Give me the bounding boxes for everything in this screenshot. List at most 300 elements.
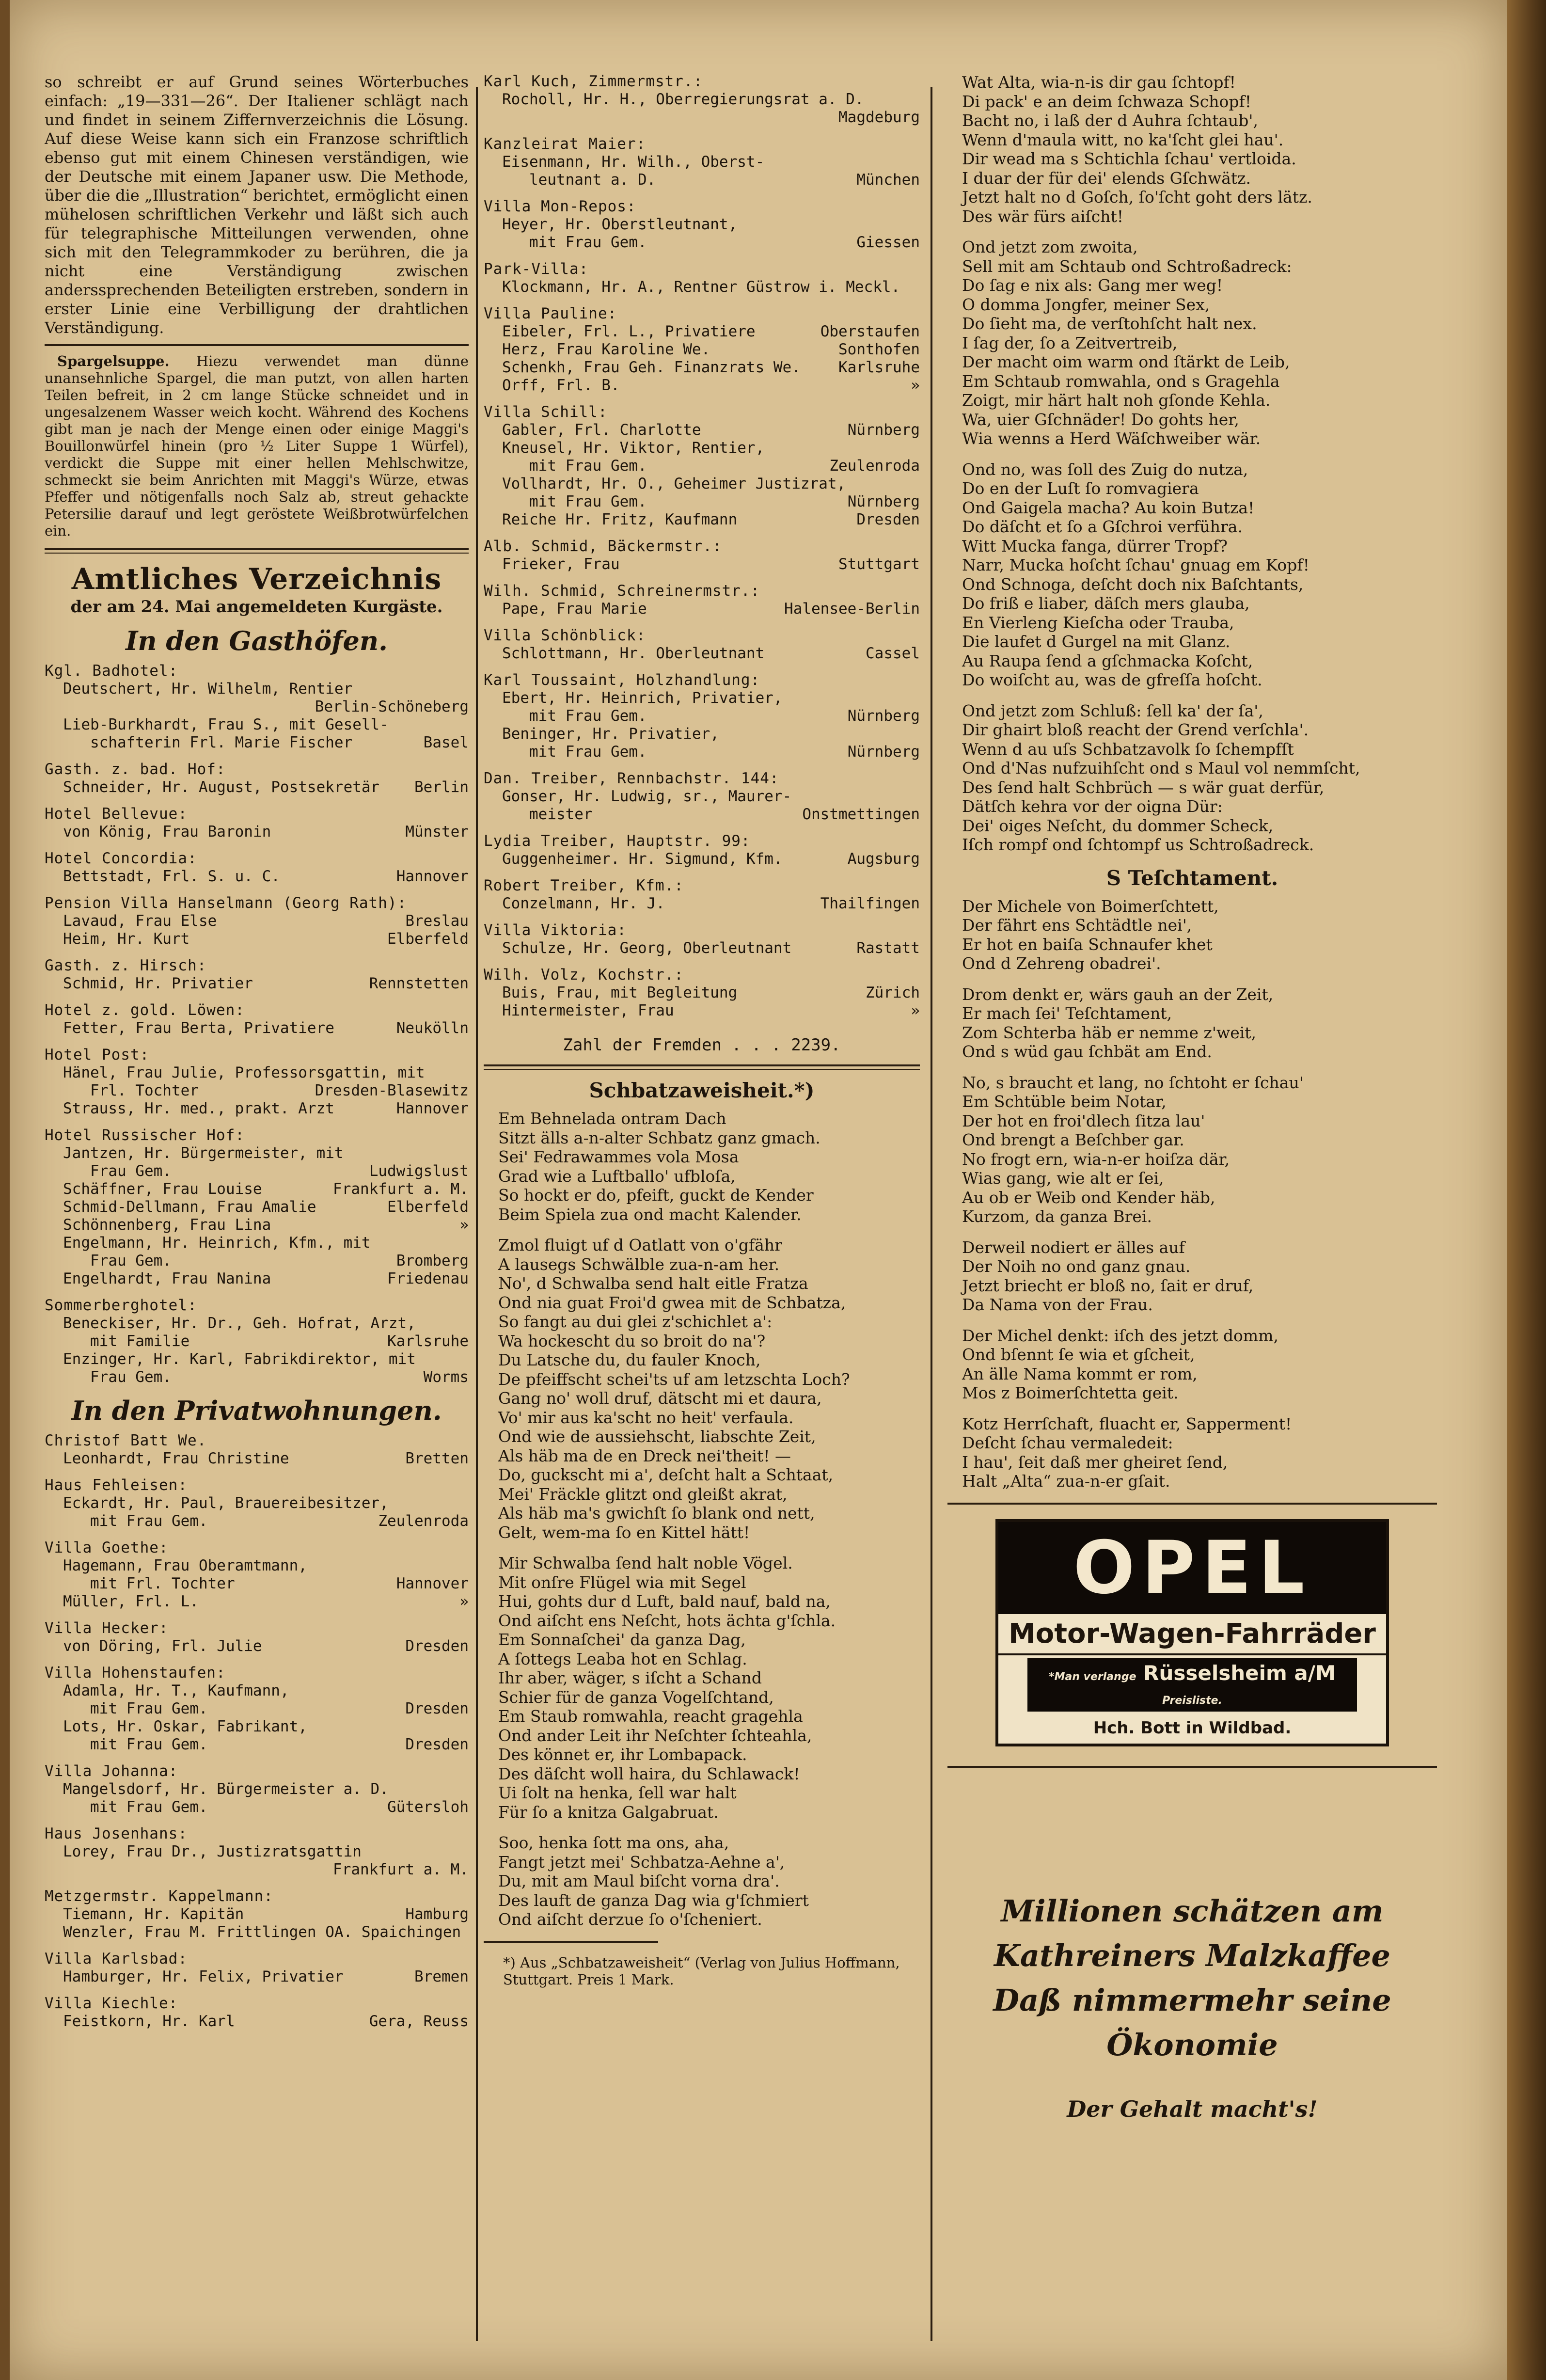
guest-row	[484, 743, 920, 761]
lodging-entry	[484, 832, 920, 868]
lodging-name: Hotel Bellevue:	[45, 805, 188, 823]
recipe-article	[45, 353, 469, 539]
verse-line: Wa hockescht du so broit do na'?	[498, 1331, 766, 1350]
lodging-name: Karl Toussaint, Holzhandlung:	[484, 671, 760, 689]
guest-name: Frieker, Frau	[502, 555, 620, 573]
guest-hometown: Dresden	[405, 1736, 469, 1753]
verse-line: O domma Jongfer, meiner Sex,	[962, 295, 1210, 314]
guest-row	[484, 323, 920, 341]
guest-hometown: Augsburg	[847, 850, 920, 868]
lodging-entry	[45, 1950, 469, 1986]
guest-name: schafterin Frl. Marie Fischer	[63, 734, 353, 751]
guest-name: Lorey, Frau Dr., Justizratsgattin	[63, 1843, 362, 1860]
guest-row	[484, 895, 920, 913]
verse-line: Ond s wüd gau ſchbät am End.	[962, 1042, 1212, 1061]
verse-line: Sitzt älls a-n-alter Schbatz ganz gmach.	[498, 1128, 820, 1147]
guest-name: Beneckiser, Hr. Dr., Geh. Hofrat, Arzt,	[63, 1315, 416, 1332]
lodging-entry	[484, 538, 920, 573]
guest-hometown: Nürnberg	[847, 707, 920, 725]
stanza	[498, 1833, 920, 1929]
lodging-entry	[45, 1297, 469, 1386]
guest-name: mit Frau Gem.	[502, 493, 647, 510]
guest-name: Schmid, Hr. Privatier	[63, 975, 253, 992]
lodging-name: Villa Schönblick:	[484, 627, 646, 644]
guest-row	[45, 1575, 469, 1593]
column-2	[484, 73, 920, 1988]
lodging-name: Gasth. z. bad. Hof:	[45, 761, 226, 778]
poem-footnote: *) Aus „Schbatzaweisheit“ (Verlag von Julius Hoffmann, Stuttgart. Preis 1 Mark.	[503, 1954, 900, 1988]
lodging-name: Wilh. Schmid, Schreinermstr.:	[484, 582, 760, 600]
verse-line: Zoigt, mir härt halt noh gſonde Kehla.	[962, 391, 1271, 410]
verse-line: Ond jetzt zom Schluß: ſell ka' der ſa',	[962, 701, 1263, 720]
guest-name: Herz, Frau Karoline We.	[502, 341, 710, 358]
private-section-title: In den Privatwohnungen.	[71, 1395, 442, 1426]
verse-line: Zom Schterba häb er nemme z'weit,	[962, 1023, 1257, 1042]
guest-row	[45, 680, 469, 698]
guest-hometown: Ludwigslust	[369, 1162, 469, 1180]
lodging-entry	[484, 921, 920, 957]
malz-line-1: Millionen schätzen am	[1001, 1893, 1384, 1929]
guest-name: mit Frau Gem.	[63, 1736, 208, 1753]
guest-hometown: Rennstetten	[369, 975, 469, 992]
verse-line: Die laufet d Gurgel na mit Glanz.	[962, 632, 1230, 651]
recipe-heading: Spargelsuppe.	[57, 353, 170, 369]
verse-line: Ihr aber, wäger, s iſcht a Schand	[498, 1668, 762, 1687]
guest-hometown: Basel	[423, 734, 469, 751]
lodging-entry	[45, 1995, 469, 2031]
guest-hometown: Hamburg	[405, 1905, 469, 1923]
verse-line: Der fährt ens Schtädtle nei',	[962, 916, 1192, 935]
lodging-entry	[45, 1476, 469, 1530]
guest-row	[484, 707, 920, 725]
guest-hometown: Bretten	[405, 1450, 469, 1467]
column-3	[947, 73, 1437, 2131]
guest-hometown: Sonthofen	[838, 341, 920, 358]
verse-line: Ond aiſcht derzue ſo o'ſcheniert.	[498, 1910, 762, 1929]
verse-line: Ond bſennt ſe wia et gſcheit,	[962, 1345, 1195, 1364]
guest-name: Schneider, Hr. August, Postsekretär	[63, 778, 380, 796]
stanza	[962, 897, 1437, 973]
article-continuation: so schreibt er auf Grund seines Wörterbuches einfach: „19—331—26“. Der Italiener schlägt nach und findet in seinem Ziffernverzeichnis die Lösung. Auf diese Weise kann sich ein Franzose schriftlich ebenso gut mit einem Chinesen verständigen, wie der Deutsche mit einem Japaner usw. Die Methode, über die die „Illustration“ berichtet, ermöglicht einen mühelosen schriftlichen Verkehr und läßt sich auch für telegraphische Mitteilungen verwenden, ohne sich mit den Telegrammkoder zu berühren, die ja nicht eine Verständigung zwischen anderssprechenden Beteiligten erstreben, sondern in erster Linie eine Verbilligung der drahtlichen Verständigung.	[45, 73, 469, 337]
guest-hometown: Zeulenroda	[829, 457, 920, 475]
lodging-entry	[484, 135, 920, 189]
guest-row	[484, 278, 920, 296]
guest-row	[484, 645, 920, 663]
guest-row	[45, 1198, 469, 1216]
guest-row	[45, 1216, 469, 1234]
private-list	[45, 1432, 469, 2031]
guest-row	[484, 439, 920, 457]
guest-row	[484, 984, 920, 1002]
verse-line: Jetzt halt no d Goſch, ſo'ſcht goht ders lätz.	[962, 188, 1312, 206]
guest-hometown: Nürnberg	[847, 421, 920, 439]
guest-name: Rocholl, Hr. H., Oberregierungsrat a. D.	[502, 91, 864, 108]
stanza	[962, 985, 1437, 1062]
lodging-name: Villa Pauline:	[484, 305, 617, 322]
guest-name: mit Frl. Tochter	[63, 1575, 235, 1592]
lodging-name: Haus Josenhans:	[45, 1825, 188, 1842]
guest-row	[484, 788, 920, 806]
stanza	[962, 73, 1437, 226]
guest-row	[484, 939, 920, 957]
lodging-entry	[484, 73, 920, 127]
lodging-entry	[45, 1001, 469, 1037]
lodging-name: Lydia Treiber, Hauptstr. 99:	[484, 832, 751, 850]
verse-line: Er mach ſei' Teſchtament,	[962, 1004, 1172, 1023]
verse-line: Vo' mir aus ka'scht no heit' verfaula.	[498, 1408, 794, 1427]
guest-row	[45, 823, 469, 841]
guest-row	[484, 475, 920, 493]
guest-name: Guggenheimer. Hr. Sigmund, Kfm.	[502, 850, 783, 868]
verse-line: So fangt au dui glei z'schichlet a':	[498, 1312, 773, 1331]
guest-name: Mangelsdorf, Hr. Bürgermeister a. D.	[63, 1780, 389, 1798]
guest-name: Lavaud, Frau Else	[63, 912, 217, 930]
guest-name: Pape, Frau Marie	[502, 600, 647, 618]
verse-line: Soo, henka ſott ma ons, aha,	[498, 1833, 729, 1852]
lodging-entry	[484, 403, 920, 529]
guest-name: Strauss, Hr. med., prakt. Arzt	[63, 1100, 334, 1117]
verse-line: Des wär fürs aiſcht!	[962, 206, 1123, 226]
verse-line: Fangt jetzt mei' Schbatza-Aehne a',	[498, 1852, 785, 1872]
guest-row	[45, 734, 469, 752]
verse-line: Du, mit am Maul biſcht vorna dra'.	[498, 1872, 780, 1890]
guest-hometown: Frankfurt a. M.	[333, 1861, 469, 1878]
poem-body	[484, 1109, 920, 1929]
lodging-entry	[45, 850, 469, 886]
guest-name: Fetter, Frau Berta, Privatiere	[63, 1019, 334, 1037]
verse-line: Witt Mucka fanga, dürrer Tropf?	[962, 536, 1228, 555]
lodging-entry	[484, 305, 920, 395]
guest-hometown: Bromberg	[396, 1252, 469, 1269]
verse-line: No', d Schwalba send halt eitle Fratza	[498, 1274, 808, 1293]
guest-name: mit Familie	[63, 1333, 190, 1350]
total-visitors: Zahl der Fremden . . . 2239.	[563, 1035, 841, 1055]
lodging-name: Hotel z. gold. Löwen:	[45, 1001, 245, 1019]
lodging-name: Sommerberghotel:	[45, 1297, 197, 1314]
stanza	[962, 1414, 1437, 1491]
verse-line: Der hot en froi'dlech ſitza lau'	[962, 1111, 1205, 1130]
guest-hometown: Stuttgart	[838, 555, 920, 573]
verse-line: Do däſcht et ſo a Gſchroi verführa.	[962, 517, 1243, 536]
guest-hometown: Hannover	[396, 1575, 469, 1592]
verse-line: Mir Schwalba ſend halt noble Vögel.	[498, 1554, 793, 1572]
stanza	[498, 1236, 920, 1542]
guest-name: Conzelmann, Hr. J.	[502, 895, 665, 912]
verse-line: No frogt ern, wia-n-er hoiſza där,	[962, 1149, 1230, 1169]
guest-name: Orff, Frl. B.	[502, 377, 620, 394]
guest-hometown: Magdeburg	[838, 109, 920, 126]
opel-products: Motor-Wagen-Fahrräder	[998, 1614, 1386, 1655]
verse-line: Wenn d au uſs Schbatzavolk ſo ſchempfſt	[962, 739, 1294, 759]
verse-line: Do woiſcht au, was de gfreſſa hoſcht.	[962, 670, 1262, 689]
guest-row	[484, 234, 920, 252]
guest-hometown: Giessen	[856, 234, 920, 251]
verse-line: An älle Nama kommt er rom,	[962, 1364, 1198, 1383]
guest-hometown: Zürich	[866, 984, 920, 1001]
guest-name: Bettstadt, Frl. S. u. C.	[63, 868, 280, 885]
guest-row	[484, 806, 920, 824]
guest-hometown: Frankfurt a. M.	[333, 1180, 469, 1198]
lodging-name: Kanzleirat Maier:	[484, 135, 646, 153]
lodging-entry	[45, 1539, 469, 1611]
verse-line: I ſag der, ſo a Zeitvertreib,	[962, 333, 1178, 352]
guest-name: Deutschert, Hr. Wilhelm, Rentier	[63, 680, 353, 698]
guest-row	[484, 457, 920, 475]
opel-city: Rüsselsheim a/M	[1143, 1661, 1336, 1685]
lodging-name: Pension Villa Hanselmann (Georg Rath):	[45, 894, 407, 912]
opel-advertisement	[995, 1519, 1389, 1746]
guest-name: Eibeler, Frl. L., Privatiere	[502, 323, 756, 340]
guest-hometown: Berlin-Schöneberg	[315, 698, 469, 715]
guest-row	[484, 725, 920, 743]
guest-hometown: Dresden	[405, 1637, 469, 1655]
guest-row	[484, 493, 920, 511]
stanza	[962, 701, 1437, 855]
guest-hometown: Rastatt	[856, 939, 920, 957]
guest-hometown: Nürnberg	[847, 743, 920, 761]
lodging-name: Metzgermstr. Kappelmann:	[45, 1888, 273, 1905]
guest-row	[45, 1100, 469, 1118]
guest-hometown: Thailfingen	[820, 895, 920, 912]
guest-row	[45, 1718, 469, 1736]
guest-name: Schmid-Dellmann, Frau Amalie	[63, 1198, 316, 1216]
guest-list-subheading: der am 24. Mai angemeldeten Kurgäste.	[70, 597, 443, 617]
verse-line: Ond jetzt zom zwoita,	[962, 238, 1138, 256]
verse-line: Do ſieht ma, de verſtohſcht halt nex.	[962, 314, 1257, 333]
malz-line-2: Kathreiners Malzkaffee	[994, 1937, 1390, 1973]
lodging-entry	[484, 260, 920, 296]
page-right-edge	[1507, 0, 1546, 2380]
guest-row	[45, 1905, 469, 1923]
guest-name: Müller, Frl. L.	[63, 1593, 199, 1610]
guest-name: Hintermeister, Frau	[502, 1002, 674, 1019]
verse-line: Sei' Fedrawammes vola Mosa	[498, 1147, 739, 1166]
guest-name: Frau Gem.	[63, 1162, 172, 1180]
verse-line: Halt „Alta“ zua-n-er gſait.	[962, 1472, 1170, 1491]
guest-row	[45, 1557, 469, 1575]
verse-line: Mei' Fräckle glitzt ond gleißt akrat,	[498, 1484, 788, 1504]
verse-line: I duar der für dei' elends Gſchwätz.	[962, 168, 1251, 188]
guest-hometown: Gera, Reuss	[369, 2013, 469, 2030]
guest-list-heading: Amtliches Verzeichnis	[71, 562, 442, 596]
verse-line: Ond Gaigela macha? Au koin Butza!	[962, 498, 1255, 517]
guest-hometown: Friedenau	[387, 1270, 469, 1287]
malz-line-3: Daß nimmermehr seine Ökonomie	[993, 1982, 1391, 2063]
guest-hometown: »	[459, 1593, 469, 1610]
verse-line: Au Raupa ſend a gſchmacka Koſcht,	[962, 651, 1253, 670]
verse-line: De pfeiffscht schei'ts uf am letzschta Loch?	[498, 1369, 850, 1389]
verse-line: So hockt er do, pfeift, guckt de Kender	[498, 1186, 814, 1205]
guest-name: Lieb-Burkhardt, Frau S., mit Gesell-	[63, 716, 389, 733]
guest-row	[45, 1968, 469, 1986]
guest-hometown: »	[911, 377, 920, 394]
lodging-name: Villa Mon-Repos:	[484, 198, 636, 215]
verse-line: Kotz Herrſchaft, fluacht er, Sapperment!	[962, 1414, 1292, 1433]
verse-line: Drom denkt er, wärs gauh an der Zeit,	[962, 984, 1274, 1004]
guest-row	[484, 850, 920, 868]
guest-hometown: Hannover	[396, 1100, 469, 1117]
lodging-entry	[484, 877, 920, 913]
guest-row	[45, 1315, 469, 1333]
lodging-name: Hotel Concordia:	[45, 850, 197, 867]
guest-row	[484, 91, 920, 109]
verse-line: Des könnet er, ihr Lombapack.	[498, 1745, 747, 1764]
guest-row	[45, 868, 469, 886]
guest-row	[45, 1861, 469, 1879]
verse-line: Ond Schnoga, deſcht doch nix Baſchtants,	[962, 574, 1304, 594]
lodging-name: Villa Viktoria:	[484, 921, 627, 939]
lodging-entry	[45, 957, 469, 993]
guest-row	[45, 778, 469, 796]
verse-line: Der macht oim warm ond ſtärkt de Leib,	[962, 352, 1290, 371]
hotels-list	[45, 662, 469, 1386]
verse-line: Der Michele von Boimerſchtett,	[962, 896, 1219, 916]
verse-line: Em Staub romwahla, reacht gragehla	[498, 1707, 803, 1726]
guest-name: Frau Gem.	[63, 1368, 172, 1386]
verse-line: Schier für de ganza Vogelſchtand,	[498, 1687, 774, 1707]
stanza	[962, 1326, 1437, 1403]
guest-name: mit Frau Gem.	[502, 707, 647, 725]
guest-hometown: Dresden	[856, 511, 920, 528]
guest-name: Reiche Hr. Fritz, Kaufmann	[502, 511, 738, 528]
guest-hometown: Bremen	[414, 1968, 469, 1985]
verse-line: Zmol fluigt uf d Oatlatt von o'gfähr	[498, 1236, 782, 1254]
guest-name: Engelhardt, Frau Nanina	[63, 1270, 271, 1287]
verse-line: Wia wenns a Herd Wäſchweiber wär.	[962, 429, 1261, 448]
guest-row	[45, 1144, 469, 1162]
lodging-name: Wilh. Volz, Kochstr.:	[484, 966, 684, 984]
verse-line: Dir wead ma s Schtichla ſchau' vertloida.	[962, 149, 1296, 168]
guest-row	[45, 1843, 469, 1861]
lodging-name: Villa Hecker:	[45, 1619, 169, 1637]
guest-name: mit Frau Gem.	[502, 234, 647, 251]
lodging-entry	[484, 770, 920, 824]
verse-line: Ond ander Leit ihr Neſchter ſchteahla,	[498, 1726, 812, 1745]
guest-name: Gabler, Frl. Charlotte	[502, 421, 701, 439]
guest-name: Hänel, Frau Julie, Professorsgattin, mit	[63, 1064, 425, 1081]
lodging-entry	[45, 805, 469, 841]
guest-name: Hagemann, Frau Oberamtmann,	[63, 1557, 307, 1574]
guest-name: mit Frau Gem.	[63, 1798, 208, 1816]
guest-row	[45, 975, 469, 993]
guest-name: Heim, Hr. Kurt	[63, 930, 190, 948]
lodging-entry	[45, 662, 469, 752]
opel-dealer: Hch. Bott in Wildbad.	[1093, 1718, 1292, 1738]
guest-name: meister	[502, 806, 593, 823]
lodging-name: Robert Treiber, Kfm.:	[484, 877, 684, 894]
guest-hometown: Nürnberg	[847, 493, 920, 510]
lodging-name: Hotel Post:	[45, 1046, 150, 1063]
lodging-entry	[484, 671, 920, 761]
verse-line: No, s braucht et lang, no ſchtoht er ſchau'	[962, 1073, 1304, 1092]
opel-pricelist: Preisliste.	[1162, 1694, 1222, 1707]
verse-line: Wa, uier Gſchnäder! Do gohts her,	[962, 410, 1239, 429]
guest-name: Eisenmann, Hr. Wilh., Oberst-	[502, 153, 765, 171]
verse-line: Grad wie a Luftballo' ufbloſa,	[498, 1166, 736, 1186]
verse-line: Dätſch kehra vor der oigna Dür:	[962, 797, 1223, 816]
guest-name: mit Frau Gem.	[63, 1700, 208, 1717]
verse-line: Do, guckscht mi a', deſcht halt a Schtaat,	[498, 1465, 834, 1484]
verse-line: I hau', ſeit daß mer gheiret ſend,	[962, 1452, 1228, 1472]
lodging-entry	[484, 966, 920, 1020]
guest-row	[45, 1798, 469, 1816]
lodging-entry	[484, 627, 920, 663]
double-divider	[484, 1064, 920, 1070]
guest-hometown: »	[459, 1216, 469, 1234]
column-divider-1	[476, 87, 478, 2341]
verse-line: Ond nia guat Froi'd gwea mit de Schbatza,	[498, 1293, 846, 1312]
verse-line: Des däſcht woll haira, du Schlawack!	[498, 1764, 800, 1783]
verse-line: Do en der Luſt ſo romvagiera	[962, 479, 1199, 498]
guest-row	[45, 1593, 469, 1611]
guest-name: Adamla, Hr. T., Kaufmann,	[63, 1682, 289, 1699]
guest-name: Hamburger, Hr. Felix, Privatier	[63, 1968, 344, 1985]
guest-name: Feistkorn, Hr. Karl	[63, 2013, 235, 2030]
opel-location	[1027, 1658, 1357, 1712]
guest-row	[45, 1064, 469, 1082]
private-list-continued	[484, 73, 920, 1020]
verse-line: Em Schtüble beim Notar,	[962, 1092, 1167, 1111]
verse-line: Wias gang, wie alt er ſei,	[962, 1169, 1164, 1188]
verse-line: Wat Alta, wia-n-is dir gau ſchtopf!	[962, 73, 1236, 92]
verse-line: Hui, gohts dur d Luft, bald nauf, bald na,	[498, 1592, 831, 1611]
verse-line: Des ſend halt Schbrüch — s wär guat derfür,	[962, 777, 1325, 797]
guest-name: Wenzler, Frau M. Frittlingen OA. Spaichingen	[63, 1923, 461, 1941]
guest-hometown: Karlsruhe	[838, 359, 920, 376]
guest-row	[45, 2013, 469, 2031]
verse-line: Der Noih no ond ganz gnau.	[962, 1257, 1191, 1276]
lodging-entry	[45, 1762, 469, 1816]
guest-name: Jantzen, Hr. Bürgermeister, mit	[63, 1144, 344, 1162]
lodging-entry	[45, 1619, 469, 1655]
recipe-text: Hiezu verwendet man dünne unansehnliche Spargel, die man putzt, von allen harten Teilen befreit, in 2 cm lange Stücke schneidet und in ungesalzenem Wasser weich kocht. Während des Kochens gibt man je nach der Menge einen oder einige Maggi's Bouillonwürfel hinein (pro ½ Liter Suppe 1 Würfel), verdickt die Suppe mit einer hellen Mehlschwitze, schmeckt sie beim Anrichten mit Maggi's Würze, etwas Pfeffer und nötigenfalls noch Salz ab, streut gehackte Petersilie darauf und legt geröstete Weißbrotwürfelchen ein.	[45, 353, 469, 539]
guest-name: Klockmann, Hr. A., Rentner Güstrow i. Meckl.	[502, 278, 900, 296]
guest-row	[484, 109, 920, 127]
guest-name: Schlottmann, Hr. Oberleutnant	[502, 645, 765, 662]
guest-name: Frau Gem.	[63, 1252, 172, 1269]
guest-row	[45, 1512, 469, 1530]
guest-name: Heyer, Hr. Oberstleutnant,	[502, 216, 738, 233]
lodging-entry	[484, 198, 920, 252]
lodging-name: Alb. Schmid, Bäckermstr.:	[484, 538, 722, 555]
guest-name: Kneusel, Hr. Viktor, Rentier,	[502, 439, 765, 457]
verse-line: Er hot en baiſa Schnaufer khet	[962, 935, 1213, 954]
verse-line: Di pack' e an deim ſchwaza Schopf!	[962, 92, 1251, 111]
poem2-title: S Teſchtament.	[1106, 866, 1278, 890]
malzkaffee-advertisement	[947, 1889, 1437, 2131]
guest-hometown: Gütersloh	[387, 1798, 469, 1816]
guest-name: Engelmann, Hr. Heinrich, Kfm., mit	[63, 1234, 371, 1252]
verse-line: Jetzt briecht er bloß no, ſait er druf,	[962, 1276, 1254, 1295]
guest-row	[45, 1019, 469, 1037]
guest-row	[45, 1333, 469, 1350]
malz-line-4: Der Gehalt macht's!	[1067, 2095, 1318, 2122]
guest-name: Gonser, Hr. Ludwig, sr., Maurer-	[502, 788, 792, 805]
guest-row	[45, 1270, 469, 1288]
hotels-section-title: In den Gasthöfen.	[126, 625, 388, 656]
verse-line: Ond wie de aussiehscht, liabschte Zeit,	[498, 1427, 816, 1446]
opel-request: *Man verlange	[1049, 1670, 1136, 1683]
guest-row	[45, 1082, 469, 1100]
lodging-entry	[45, 1046, 469, 1118]
verse-line: Als häb ma's gwichſt ſo blank ond nett,	[498, 1504, 815, 1523]
column-divider-2	[931, 87, 932, 2341]
poem2-body	[947, 897, 1437, 1491]
lodging-entry	[45, 1127, 469, 1288]
guest-row	[484, 377, 920, 395]
verse-line: Für ſo a knitza Galgabruat.	[498, 1802, 719, 1822]
stanza	[498, 1554, 920, 1822]
